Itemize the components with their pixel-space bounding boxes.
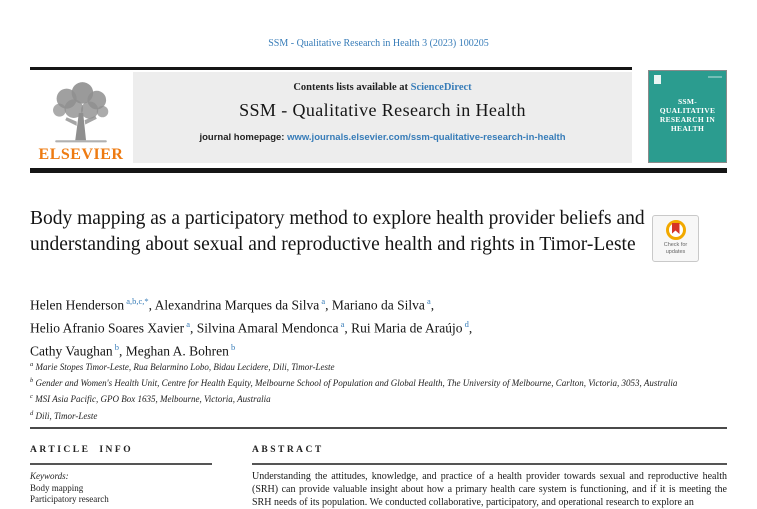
elsevier-logo bbox=[30, 70, 132, 163]
affiliation-item: $^d$ Dili, Timor-Leste bbox=[30, 409, 98, 421]
keyword-item: Body mapping bbox=[30, 482, 84, 493]
article-info-column bbox=[30, 445, 222, 506]
author-name: Helio Afranio Soares Xavier bbox=[30, 320, 185, 336]
keywords-label: Keywords: bbox=[30, 471, 69, 481]
affiliation-item: $^a$ Marie Stopes Timor-Leste, Rua Belarmino Lobo, Bidau Lecidere, Dili, Timor-Leste bbox=[30, 361, 335, 372]
journal-cover-thumbnail bbox=[648, 70, 727, 163]
abstract-rule bbox=[252, 463, 727, 465]
contents-text: Contents lists available at bbox=[293, 82, 411, 93]
cover-publisher-mark-icon bbox=[654, 75, 661, 84]
author-name: Alexandrina Marques da Silva bbox=[154, 297, 320, 313]
author-name: Mariano da Silva bbox=[331, 297, 425, 313]
homepage-line bbox=[133, 132, 632, 143]
elsevier-wordmark: ELSEVIER bbox=[38, 146, 124, 163]
affiliation-item: $^b$ Gender and Women's Health Unit, Centre for Health Equity, Melbourne School of Population and Global Health, The University of Melbourne, Carlton, Victoria, 3053, Australia bbox=[30, 377, 678, 389]
article-info-rule bbox=[30, 463, 212, 465]
abstract-text: Understanding the attitudes, knowledge, and practice of a health provider towards sexual and reproductive health (SRH) can provide valuable insight about how a primary health care system is functioning, and if it is meeting the SRH needs of its population. We conducted collaborative, participatory, and operational research to explore an bbox=[252, 471, 727, 508]
author-affiliation-sup: a bbox=[319, 296, 326, 306]
article-info-header: ARTICLE INFO bbox=[30, 445, 134, 455]
homepage-url-link[interactable]: www.journals.elsevier.com/ssm-qualitative-research-in-health bbox=[287, 132, 566, 143]
affiliation-list bbox=[30, 358, 728, 423]
crossmark-bookmark-icon bbox=[672, 223, 680, 234]
elsevier-tree-icon bbox=[45, 80, 117, 146]
contents-line bbox=[133, 82, 632, 93]
sciencedirect-link[interactable]: ScienceDirect bbox=[410, 82, 472, 93]
author-name: Cathy Vaughan bbox=[30, 343, 113, 359]
banner-gray-panel bbox=[133, 72, 632, 163]
homepage-label: journal homepage: bbox=[199, 132, 288, 143]
journal-banner bbox=[30, 70, 632, 163]
citation-line: SSM - Qualitative Research in Health 3 (2023) 100205 bbox=[268, 38, 489, 49]
abstract-column bbox=[252, 445, 727, 509]
keyword-item: Participatory research bbox=[30, 494, 109, 504]
author-name: Rui Maria de Araújo bbox=[351, 320, 463, 336]
journal-title: SSM - Qualitative Research in Health bbox=[239, 100, 526, 120]
author-name: Meghan A. Bohren bbox=[125, 343, 229, 359]
cover-title: SSM- QUALITATIVE RESEARCH IN HEALTH bbox=[659, 97, 716, 133]
header-divider-rule bbox=[30, 168, 727, 173]
article-title: Body mapping as a participatory method to explore health provider beliefs and understanding about sexual and reproductive health and rights in Timor-Leste bbox=[30, 208, 645, 255]
cover-corner-text bbox=[708, 76, 722, 78]
author-affiliation-sup: a,b,c,* bbox=[124, 296, 149, 306]
keyword-list bbox=[30, 483, 222, 506]
crossmark-icon bbox=[666, 220, 686, 240]
author-name: Helen Henderson bbox=[30, 297, 125, 313]
author-affiliation-sup: b bbox=[228, 342, 236, 352]
author-name: Silvina Amaral Mendonca bbox=[196, 320, 339, 336]
author-affiliation-sup: a bbox=[184, 319, 190, 329]
check-for-updates-badge[interactable] bbox=[652, 215, 699, 262]
check-updates-label: Check for updates bbox=[663, 242, 688, 255]
author-list: Helen Henderson $^{a,b,c,*}$, Alexandrina Marques da Silva $^a$, Mariano da Silva $^a$, Helio Afranio Soares Xavier $^a$, Silvina Amaral Mendonca $^a$, Rui Maria de Araújo $^d$, Cathy Vaughan $^b$, Meghan A. Bohren $^b$ bbox=[30, 296, 473, 359]
abstract-header: ABSTRACT bbox=[252, 445, 324, 455]
author-affiliation-sup: a bbox=[424, 296, 431, 306]
affiliation-item: $^c$ MSI Asia Pacific, GPO Box 1635, Melbourne, Victoria, Australia bbox=[30, 393, 271, 405]
info-top-rule bbox=[30, 427, 727, 429]
author-affiliation-sup: b bbox=[112, 342, 119, 352]
author-affiliation-sup: a bbox=[338, 319, 345, 329]
author-affiliation-sup: d bbox=[462, 319, 469, 329]
